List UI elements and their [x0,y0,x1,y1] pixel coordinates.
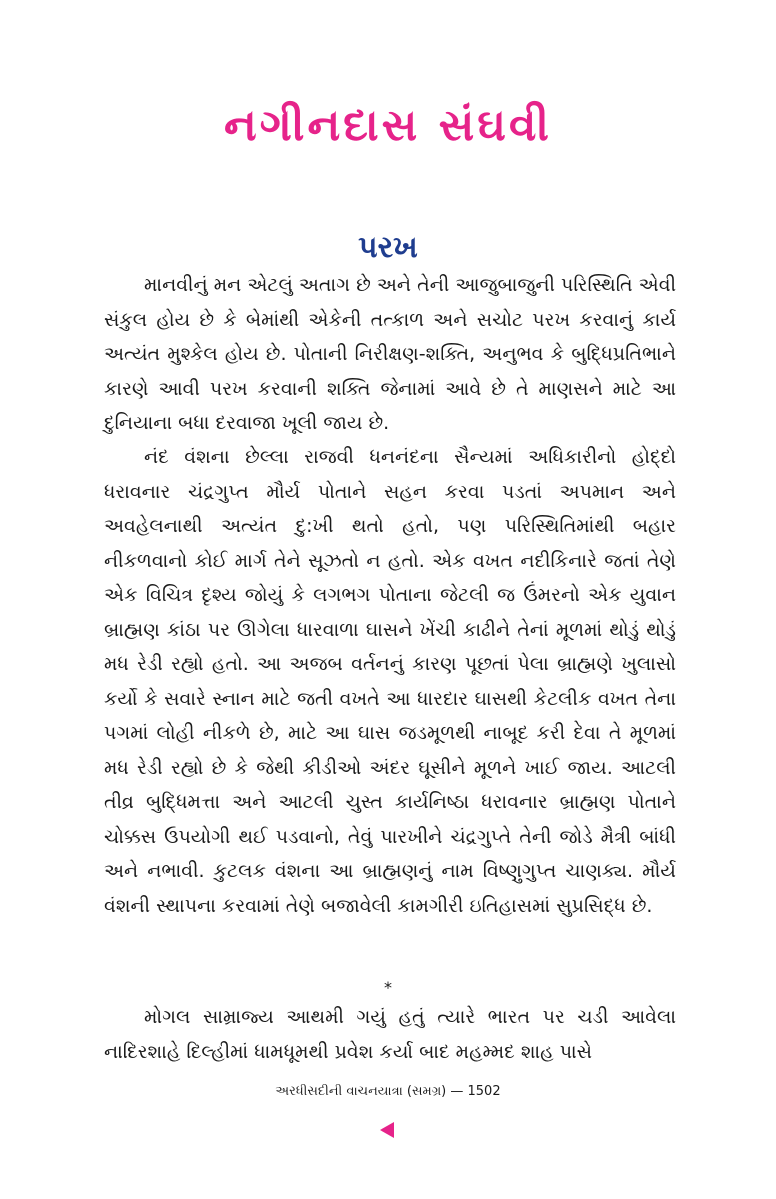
paragraph-3: મોગલ સામ્રાજ્ય આથમી ગયું હતું ત્યારે ભારત પર ચડી આવેલા નાદિરશાહે દિલ્હીમાં ધામધૂમથી પ્રવેશ કર્યા બાદ મહમ્મદ શાહ પાસે [104,1006,676,1063]
section-separator: * [384,978,392,997]
author-name: નગીનદાસ સંઘવી [224,100,552,151]
body-section-1 [104,268,676,449]
body-section-3 [104,1000,676,1077]
paragraph-1: માનવીનું મન એટલું અતાગ છે અને તેની આજુબાજુની પરિસ્થિતિ એવી સંકુલ હોય છે કે બેમાંથી એકેની તત્કાળ અને સચોટ પરખ કરવાનું કાર્ય અત્યંત મુશ્કેલ હોય છે. પોતાની નિરીક્ષણ-શક્તિ, અનુભવ કે બુદ્ધિપ્રતિભાને કારણે આવી પરખ કરવાની શક્તિ જેનામાં આવે છે તે માણસને માટે આ દુનિયાના બધા દરવાજા ખૂલી જાય છે. [104,274,676,434]
page-footer: અરધીસદીની વાચનયાત્રા (સમગ્ર) — 1502 [275,1084,501,1099]
paragraph-2: નંદ વંશના છેલ્લા રાજવી ધનનંદના સૈન્યમાં અધિકારીનો હોદ્દો ધરાવનાર ચંદ્રગુપ્ત મૌર્ય પોતાને સહન કરવા પડતાં અપમાન અને અવહેલનાથી અત્યંત દુ:ખી થતો હતો, પણ પરિસ્થિતિમાંથી બહાર નીકળવાનો કોઈ માર્ગ તેને સૂઝતો ન હતો. એક વખત નદીકિનારે જતાં તેણે એક વિચિત્ર દૃશ્ય જોયું કે લગભગ પોતાના જેટલી જ ઉંમરનો એક યુવાન બ્રાહ્મણ કાંઠા પર ઊગેલા ધારવાળા ઘાસને ખેંચી કાઢીને તેનાં મૂળમાં થોડું થોડું મધ રેડી રહ્યો હતો. આ અજબ વર્તનનું કારણ પૂછતાં પેલા બ્રાહ્મણે ખુલાસો કર્યો કે સવારે સ્નાન માટે જતી વખતે આ ધારદાર ઘાસથી કેટલીક વખત તેના પગમાં લોહી નીકળે છે, માટે આ ઘાસ જડમૂળથી નાબૂદ કરી દેવા તે મૂળમાં મધ રેડી રહ્યો છે કે જેથી કીડીઓ અંદર ઘૂસીને મૂળને ખાઈ જાય. આટલી તીવ્ર બુદ્ધિમત્તા અને આટલી ચુસ્ત કાર્યનિષ્ઠા ધરાવનાર બ્રાહ્મણ પોતાને ચોક્કસ ઉપયોગી થઈ પડવાનો, તેવું પારખીને ચંદ્રગુપ્તે તેની જોડે મૈત્રી બાંધી અને નભાવી. કુટલક વંશના આ બ્રાહ્મણનું નામ વિષ્ણુગુપ્ત ચાણક્ય. મૌર્ય વંશની સ્થાપના કરવામાં તેણે બજાવેલી કામગીરી ઇતિહાસમાં સુપ્રસિદ્ધ છે. [104,446,676,917]
prev-page-arrow-icon[interactable] [380,1122,394,1138]
body-section-2 [104,440,676,931]
chapter-title: પરખ [358,230,418,265]
